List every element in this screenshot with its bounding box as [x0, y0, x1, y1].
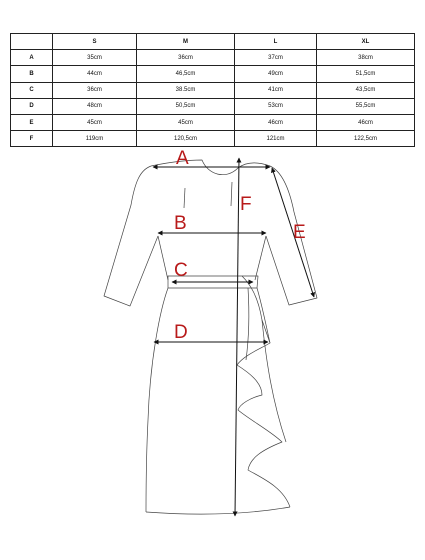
header-cell-s: S [53, 34, 137, 50]
table-row [11, 66, 415, 82]
table-header-row [11, 34, 415, 50]
table-cell: 43,5cm [317, 82, 415, 98]
row-label: B [11, 66, 53, 82]
bodice-dart-left [184, 188, 185, 208]
table-cell: 51,5cm [317, 66, 415, 82]
bodice-left-side [158, 236, 168, 280]
hem [146, 507, 290, 514]
belt-tie [242, 276, 270, 343]
table-cell: 120,5cm [137, 131, 235, 147]
bodice-right-side [255, 236, 266, 280]
table-cell: 50,5cm [137, 98, 235, 114]
label-b: B [174, 213, 187, 234]
table-cell: 121cm [235, 131, 317, 147]
table-cell: 55,5cm [317, 98, 415, 114]
dress-measurement-diagram [0, 145, 425, 560]
label-a: A [176, 148, 189, 169]
table-cell: 38cm [317, 50, 415, 66]
table-cell: 119cm [53, 131, 137, 147]
skirt-right-side [246, 288, 249, 360]
table-cell: 49cm [235, 66, 317, 82]
table-cell: 45cm [137, 114, 235, 130]
size-chart-table [10, 33, 415, 147]
dress-outline [104, 160, 317, 514]
header-cell-xl: XL [317, 34, 415, 50]
header-cell-m: M [137, 34, 235, 50]
table-cell: 37cm [235, 50, 317, 66]
header-cell-l: L [235, 34, 317, 50]
table-cell: 41cm [235, 82, 317, 98]
table-cell: 36cm [53, 82, 137, 98]
table-row [11, 50, 415, 66]
table-cell: 46cm [317, 114, 415, 130]
left-sleeve [104, 166, 158, 306]
table-cell: 38.5cm [137, 82, 235, 98]
row-label: D [11, 98, 53, 114]
table-cell: 35cm [53, 50, 137, 66]
measure-line-f [235, 158, 239, 516]
table-cell: 45cm [53, 114, 137, 130]
row-label: F [11, 131, 53, 147]
header-cell-corner [11, 34, 53, 50]
table-cell: 44cm [53, 66, 137, 82]
measurement-labels [174, 148, 306, 343]
row-label: C [11, 82, 53, 98]
label-e: E [293, 222, 306, 243]
skirt-left-side [146, 288, 168, 512]
label-d: D [174, 322, 188, 343]
bodice-dart-right [231, 182, 232, 206]
row-label: A [11, 50, 53, 66]
drape-fold [262, 320, 286, 442]
table-row [11, 98, 415, 114]
table-cell: 46cm [235, 114, 317, 130]
front-drape [237, 288, 290, 507]
table-row [11, 114, 415, 130]
label-f: F [240, 194, 252, 215]
table-cell: 53cm [235, 98, 317, 114]
table-cell: 48cm [53, 98, 137, 114]
table-cell: 46,5cm [137, 66, 235, 82]
table-row [11, 82, 415, 98]
label-c: C [174, 260, 188, 281]
table-cell: 122,5cm [317, 131, 415, 147]
row-label: E [11, 114, 53, 130]
table-cell: 36cm [137, 50, 235, 66]
